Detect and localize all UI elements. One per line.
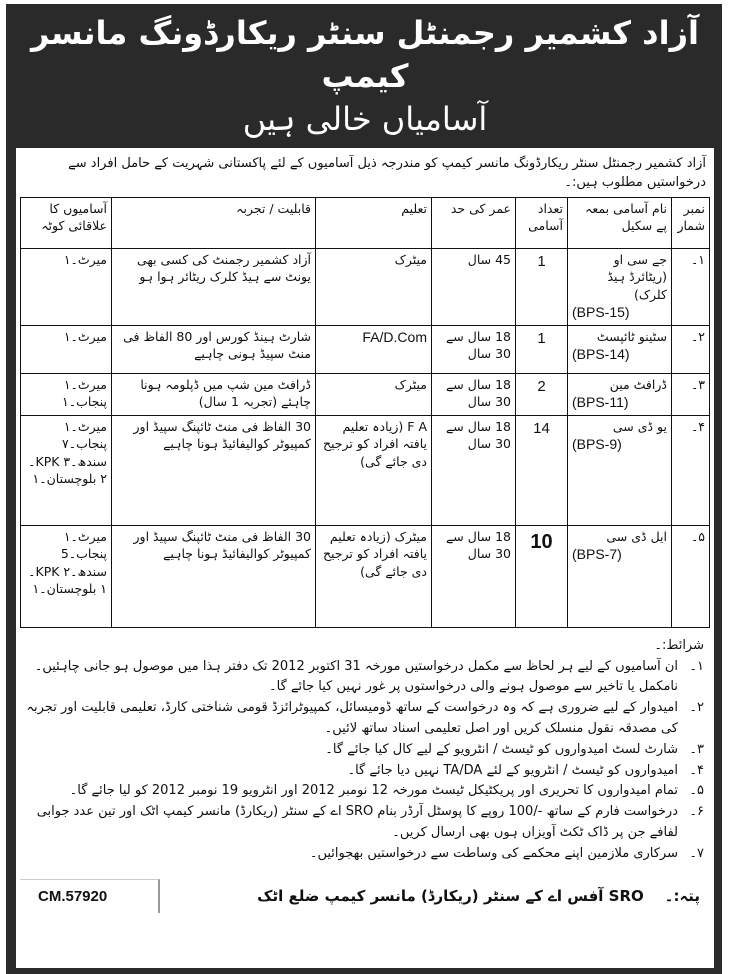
education-cell: F A (زیادہ تعلیم یافتہ افراد کو ترجیح دی جائے گی) <box>316 415 432 525</box>
condition-text: شارٹ لسٹ امیدواروں کو ٹیسٹ / انٹرویو کے لیے کال کیا جائے گا۔ <box>325 741 678 757</box>
experience-cell: 30 الفاظ فی منٹ ٹائپنگ سپیڈ اور کمپیوٹر کوالیفائیڈ ہونا چاہیے <box>112 525 316 627</box>
count-cell: 10 <box>516 525 568 627</box>
pay-scale: (BPS-15) <box>572 304 630 321</box>
age-cell: 18 سال سے 30 سال <box>432 415 516 525</box>
address <box>257 887 710 913</box>
post-name: یو ڈی سی <box>612 418 667 434</box>
post-name: ڈرافٹ مین <box>609 376 667 392</box>
table-row <box>21 525 710 627</box>
pay-scale: (BPS-14) <box>572 346 630 363</box>
quota-cell: میرٹ۔۱ <box>21 248 112 325</box>
count-cell: 14 <box>516 415 568 525</box>
age-cell: 45 سال <box>432 248 516 325</box>
header-post: نام آسامی بمعہ پے سکیل <box>568 197 672 248</box>
header-quota: آسامیوں کا علاقائی کوٹہ <box>21 197 112 248</box>
experience-cell: ڈرافٹ مین شپ میں ڈپلومہ ہونا چاہئے (تجربہ 1 سال) <box>112 373 316 415</box>
count-cell: 2 <box>516 373 568 415</box>
table-row <box>21 415 710 525</box>
ad-title: آزاد کشمیر رجمنٹل سنٹر ریکارڈونگ مانسر کیمپ <box>31 14 699 96</box>
post-name: سٹینو ٹائپسٹ <box>596 328 667 344</box>
serial-cell: ۵۔ <box>672 525 710 627</box>
condition-number: ۴۔ <box>689 762 704 778</box>
condition-item <box>26 844 704 865</box>
table-header <box>21 197 710 248</box>
serial-cell: ۲۔ <box>672 325 710 373</box>
post-name: جے سی او (ریٹائرڈ ہیڈ کلرک) <box>607 251 667 302</box>
table-row <box>21 373 710 415</box>
advertisement-body <box>16 148 714 968</box>
post-cell <box>568 373 672 415</box>
quota-cell: میرٹ۔۱ پنجاب۔5 سندھ۔۲ KPK۔۱ بلوچستان۔۱ <box>21 525 112 627</box>
serial-cell: ۳۔ <box>672 373 710 415</box>
condition-text: امیدواروں کو ٹیسٹ / انٹرویو کے لئے TA/DA نہیں دیا جائے گا۔ <box>347 762 678 778</box>
condition-item <box>26 657 704 699</box>
post-cell <box>568 325 672 373</box>
condition-text: سرکاری ملازمین اپنے محکمے کی وساطت سے درخواستیں بھجوائیں۔ <box>309 845 678 861</box>
address-label: پتہ:۔ <box>664 886 700 905</box>
ad-header <box>16 4 714 148</box>
condition-text: ان آسامیوں کے لیے ہر لحاظ سے مکمل درخواستیں مورخہ 31 اکتوبر 2012 تک دفتر ہذا میں موصول ہو جانی چاہئیں۔ نامکمل یا تاخیر سے موصول ہونے والی درخواستوں پر غور نہیں کیا جائے گا۔ <box>34 658 678 695</box>
post-cell <box>568 415 672 525</box>
condition-item <box>26 698 704 740</box>
address-text: SRO آفس اے کے سنٹر (ریکارڈ) مانسر کیمپ ضلع اٹک <box>257 886 644 905</box>
count-cell: 1 <box>516 325 568 373</box>
condition-item <box>26 781 704 802</box>
table-row <box>21 325 710 373</box>
intro-text: آزاد کشمیر رجمنٹل سنٹر ریکارڈونگ مانسر کیمپ کو مندرجہ ذیل آسامیوں کے لئے پاکستانی شہریت کے حامل افراد سے درخواستیں مطلوب ہیں:۔ <box>68 155 706 191</box>
education-cell: میٹرک <box>316 248 432 325</box>
condition-number: ۵۔ <box>689 783 704 799</box>
condition-text: درخواست فارم کے ساتھ -/100 روپے کا پوسٹل آرڈر بنام SRO اے کے سنٹر (ریکارڈ) مانسر کیمپ اٹک اور تین عدد جوابی لفافے جن پر ڈاک ٹکٹ آویزاں ہوں بھی ارسال کریں۔ <box>36 804 678 840</box>
post-cell <box>568 248 672 325</box>
quota-cell: میرٹ۔۱ پنجاب۔۱ <box>21 373 112 415</box>
header-age: عمر کی حد <box>432 197 516 248</box>
condition-item <box>26 740 704 761</box>
conditions-list <box>26 657 704 865</box>
header-education: تعلیم <box>316 197 432 248</box>
education-cell: میٹرک <box>316 373 432 415</box>
age-cell: 18 سال سے 30 سال <box>432 525 516 627</box>
ad-code: CM.57920 <box>20 879 160 913</box>
experience-cell: 30 الفاظ فی منٹ ٹائپنگ سپیڈ اور کمپیوٹر کوالیفائیڈ ہونا چاہیے <box>112 415 316 525</box>
post-cell <box>568 525 672 627</box>
pay-scale: (BPS-9) <box>572 436 622 453</box>
education-cell: FA/D.Com <box>316 325 432 373</box>
condition-text: امیدوار کے لیے ضروری ہے کہ وہ درخواست کے ساتھ ڈومیسائل، کمپیوٹرائزڈ قومی شناختی کارڈ، تعلیمی قابلیت اور تجربہ کی مصدقہ نقول منسلک کریں اور اصل تعلیمی اسناد ساتھ لائیں۔ <box>26 700 678 736</box>
pay-scale: (BPS-11) <box>572 394 629 411</box>
pay-scale: (BPS-7) <box>572 546 622 563</box>
footer <box>20 879 710 913</box>
condition-item <box>26 761 704 782</box>
ad-subtitle: آسامیاں خالی ہیں <box>242 100 488 139</box>
advertisement-frame <box>6 4 722 974</box>
experience-cell: شارٹ ہینڈ کورس اور 80 الفاظ فی منٹ سپیڈ ہونی چاہیے <box>112 325 316 373</box>
age-cell: 18 سال سے 30 سال <box>432 325 516 373</box>
quota-cell: میرٹ۔۱ <box>21 325 112 373</box>
condition-number: ۱۔ <box>689 658 704 674</box>
condition-number: ۶۔ <box>689 804 704 820</box>
condition-item <box>26 802 704 844</box>
experience-cell: آزاد کشمیر رجمنٹ کی کسی بھی یونٹ سے ہیڈ کلرک ریٹائر ہوا ہو <box>112 248 316 325</box>
conditions <box>20 628 710 865</box>
condition-number: ۲۔ <box>689 700 704 716</box>
table-row <box>21 248 710 325</box>
condition-text: تمام امیدواروں کا تحریری اور پریکٹیکل ٹیسٹ مورخہ 12 نومبر 2012 اور انٹرویو 19 نومبر 2012 کو لیا جائے گا۔ <box>69 783 678 799</box>
condition-number: ۳۔ <box>689 741 704 757</box>
header-serial: نمبر شمار <box>672 197 710 248</box>
quota-cell: میرٹ۔۱ پنجاب۔۷ سندھ۔۳ KPK۔۲ بلوچستان۔۱ <box>21 415 112 525</box>
conditions-title: شرائط:۔ <box>654 637 704 653</box>
vacancies-table <box>20 197 710 628</box>
count-cell: 1 <box>516 248 568 325</box>
serial-cell: ۴۔ <box>672 415 710 525</box>
header-experience: قابلیت / تجربہ <box>112 197 316 248</box>
serial-cell: ۱۔ <box>672 248 710 325</box>
condition-number: ۷۔ <box>689 845 704 861</box>
age-cell: 18 سال سے 30 سال <box>432 373 516 415</box>
post-name: ایل ڈی سی <box>606 528 667 544</box>
header-count: تعداد آسامی <box>516 197 568 248</box>
education-cell: میٹرک (زیادہ تعلیم یافتہ افراد کو ترجیح دی جائے گی) <box>316 525 432 627</box>
